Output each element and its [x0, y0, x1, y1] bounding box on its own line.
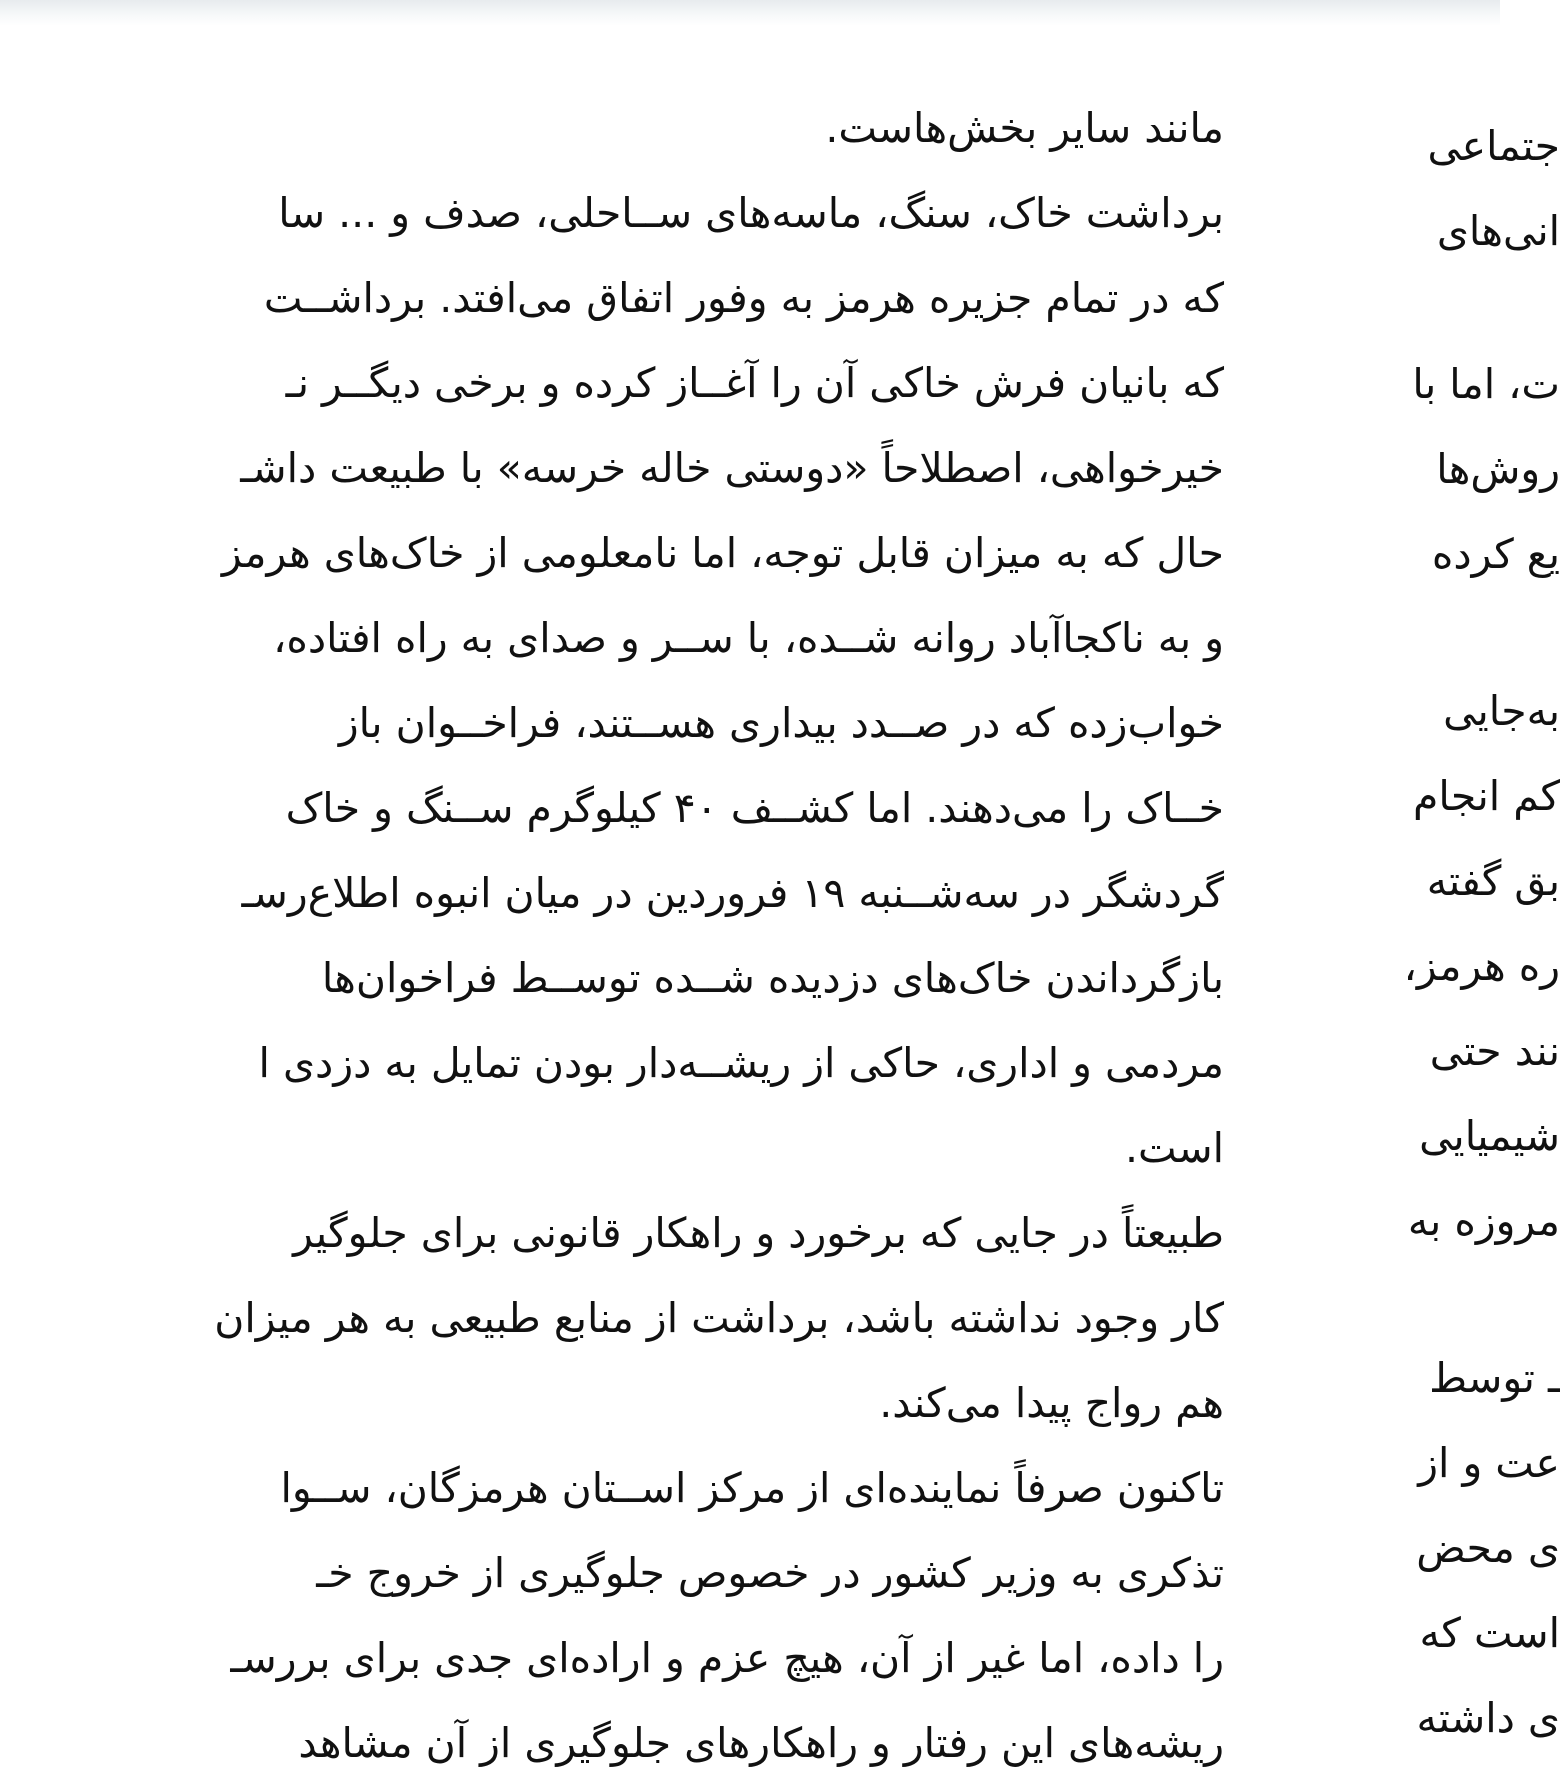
main-line: بازگرداندن خاک‌های دزدیده شــده توســط فراخوان‌ها: [321, 954, 1224, 1002]
right-line: روش‌ها: [1436, 445, 1560, 493]
main-line: تاکنون صرفاً نماینده‌ای از مرکز اســتان هرمزگان، ســوا: [280, 1464, 1224, 1512]
main-line: طبیعتاً در جایی که برخورد و راهکار قانونی برای جلوگیر: [293, 1209, 1224, 1257]
main-line: که در تمام جزیره هرمز به وفور اتفاق می‌افتد. برداشــت: [263, 274, 1224, 322]
right-line: کم انجام: [1413, 772, 1560, 820]
main-line: تذکری به وزیر کشور در خصوص جلوگیری از خروج خـ: [316, 1549, 1224, 1597]
main-line: هم رواج پیدا می‌کند.: [879, 1379, 1224, 1427]
right-line: یع کرده: [1431, 530, 1560, 578]
main-line: را داده، اما غیر از آن، هیچ عزم و اراده‌ای جدی برای بررسـ: [230, 1634, 1224, 1682]
right-line: است که: [1419, 1609, 1560, 1657]
right-line: جتماعی: [1427, 122, 1560, 170]
right-line: مروزه به: [1407, 1197, 1560, 1245]
main-line: خــاک را می‌دهند. اما کشــف ۴۰ کیلوگرم ســنگ و خاک: [285, 784, 1224, 832]
main-line: خواب‌زده که در صــدد بیداری هســتند، فراخــوان باز: [338, 699, 1224, 747]
main-line: و به ناکجاآباد روانه شــده، با ســر و صدای به راه افتاده،: [273, 614, 1224, 662]
right-line: ـ توسط: [1429, 1354, 1560, 1402]
right-line: ت، اما با: [1412, 360, 1560, 408]
right-line: بق گفته: [1426, 857, 1560, 905]
main-line: برداشت خاک، سنگ، ماسه‌های ســاحلی، صدف و ... سا: [278, 189, 1224, 237]
main-line: مردمی و اداری، حاکی از ریشــه‌دار بودن تمایل به دزدی ا: [258, 1039, 1224, 1087]
top-scan-shade: [0, 0, 1500, 26]
right-line: عت و از: [1418, 1439, 1560, 1487]
main-line: که بانیان فرش خاکی آن را آغــاز کرده و برخی دیگــر نـ: [285, 359, 1224, 407]
right-line: شیمیایی: [1419, 1112, 1560, 1160]
right-line: انی‌های: [1436, 207, 1560, 255]
main-line: کار وجود نداشته باشد، برداشت از منابع طبیعی به هر میزان: [214, 1294, 1224, 1342]
right-line: نند حتی: [1429, 1027, 1560, 1075]
main-line: گردشگر در سه‌شــنبه ۱۹ فروردین در میان انبوه اطلاع‌رسـ: [241, 869, 1224, 917]
main-line: است.: [1124, 1124, 1224, 1172]
main-line: ریشه‌های این رفتار و راهکارهای جلوگیری از آن مشاهد: [298, 1719, 1224, 1767]
main-line: حال که به میزان قابل توجه، اما نامعلومی از خاک‌های هرمز: [221, 529, 1224, 577]
right-line: به‌جایی: [1443, 687, 1560, 735]
right-line: ی داشته: [1416, 1694, 1560, 1742]
right-line: ره هرمز،: [1403, 942, 1560, 990]
right-line: ی محض: [1416, 1524, 1560, 1572]
main-line: مانند سایر بخش‌هاست.: [825, 104, 1224, 152]
main-line: خیرخواهی، اصطلاحاً «دوستی خاله خرسه» با طبیعت داشـ: [240, 444, 1224, 492]
